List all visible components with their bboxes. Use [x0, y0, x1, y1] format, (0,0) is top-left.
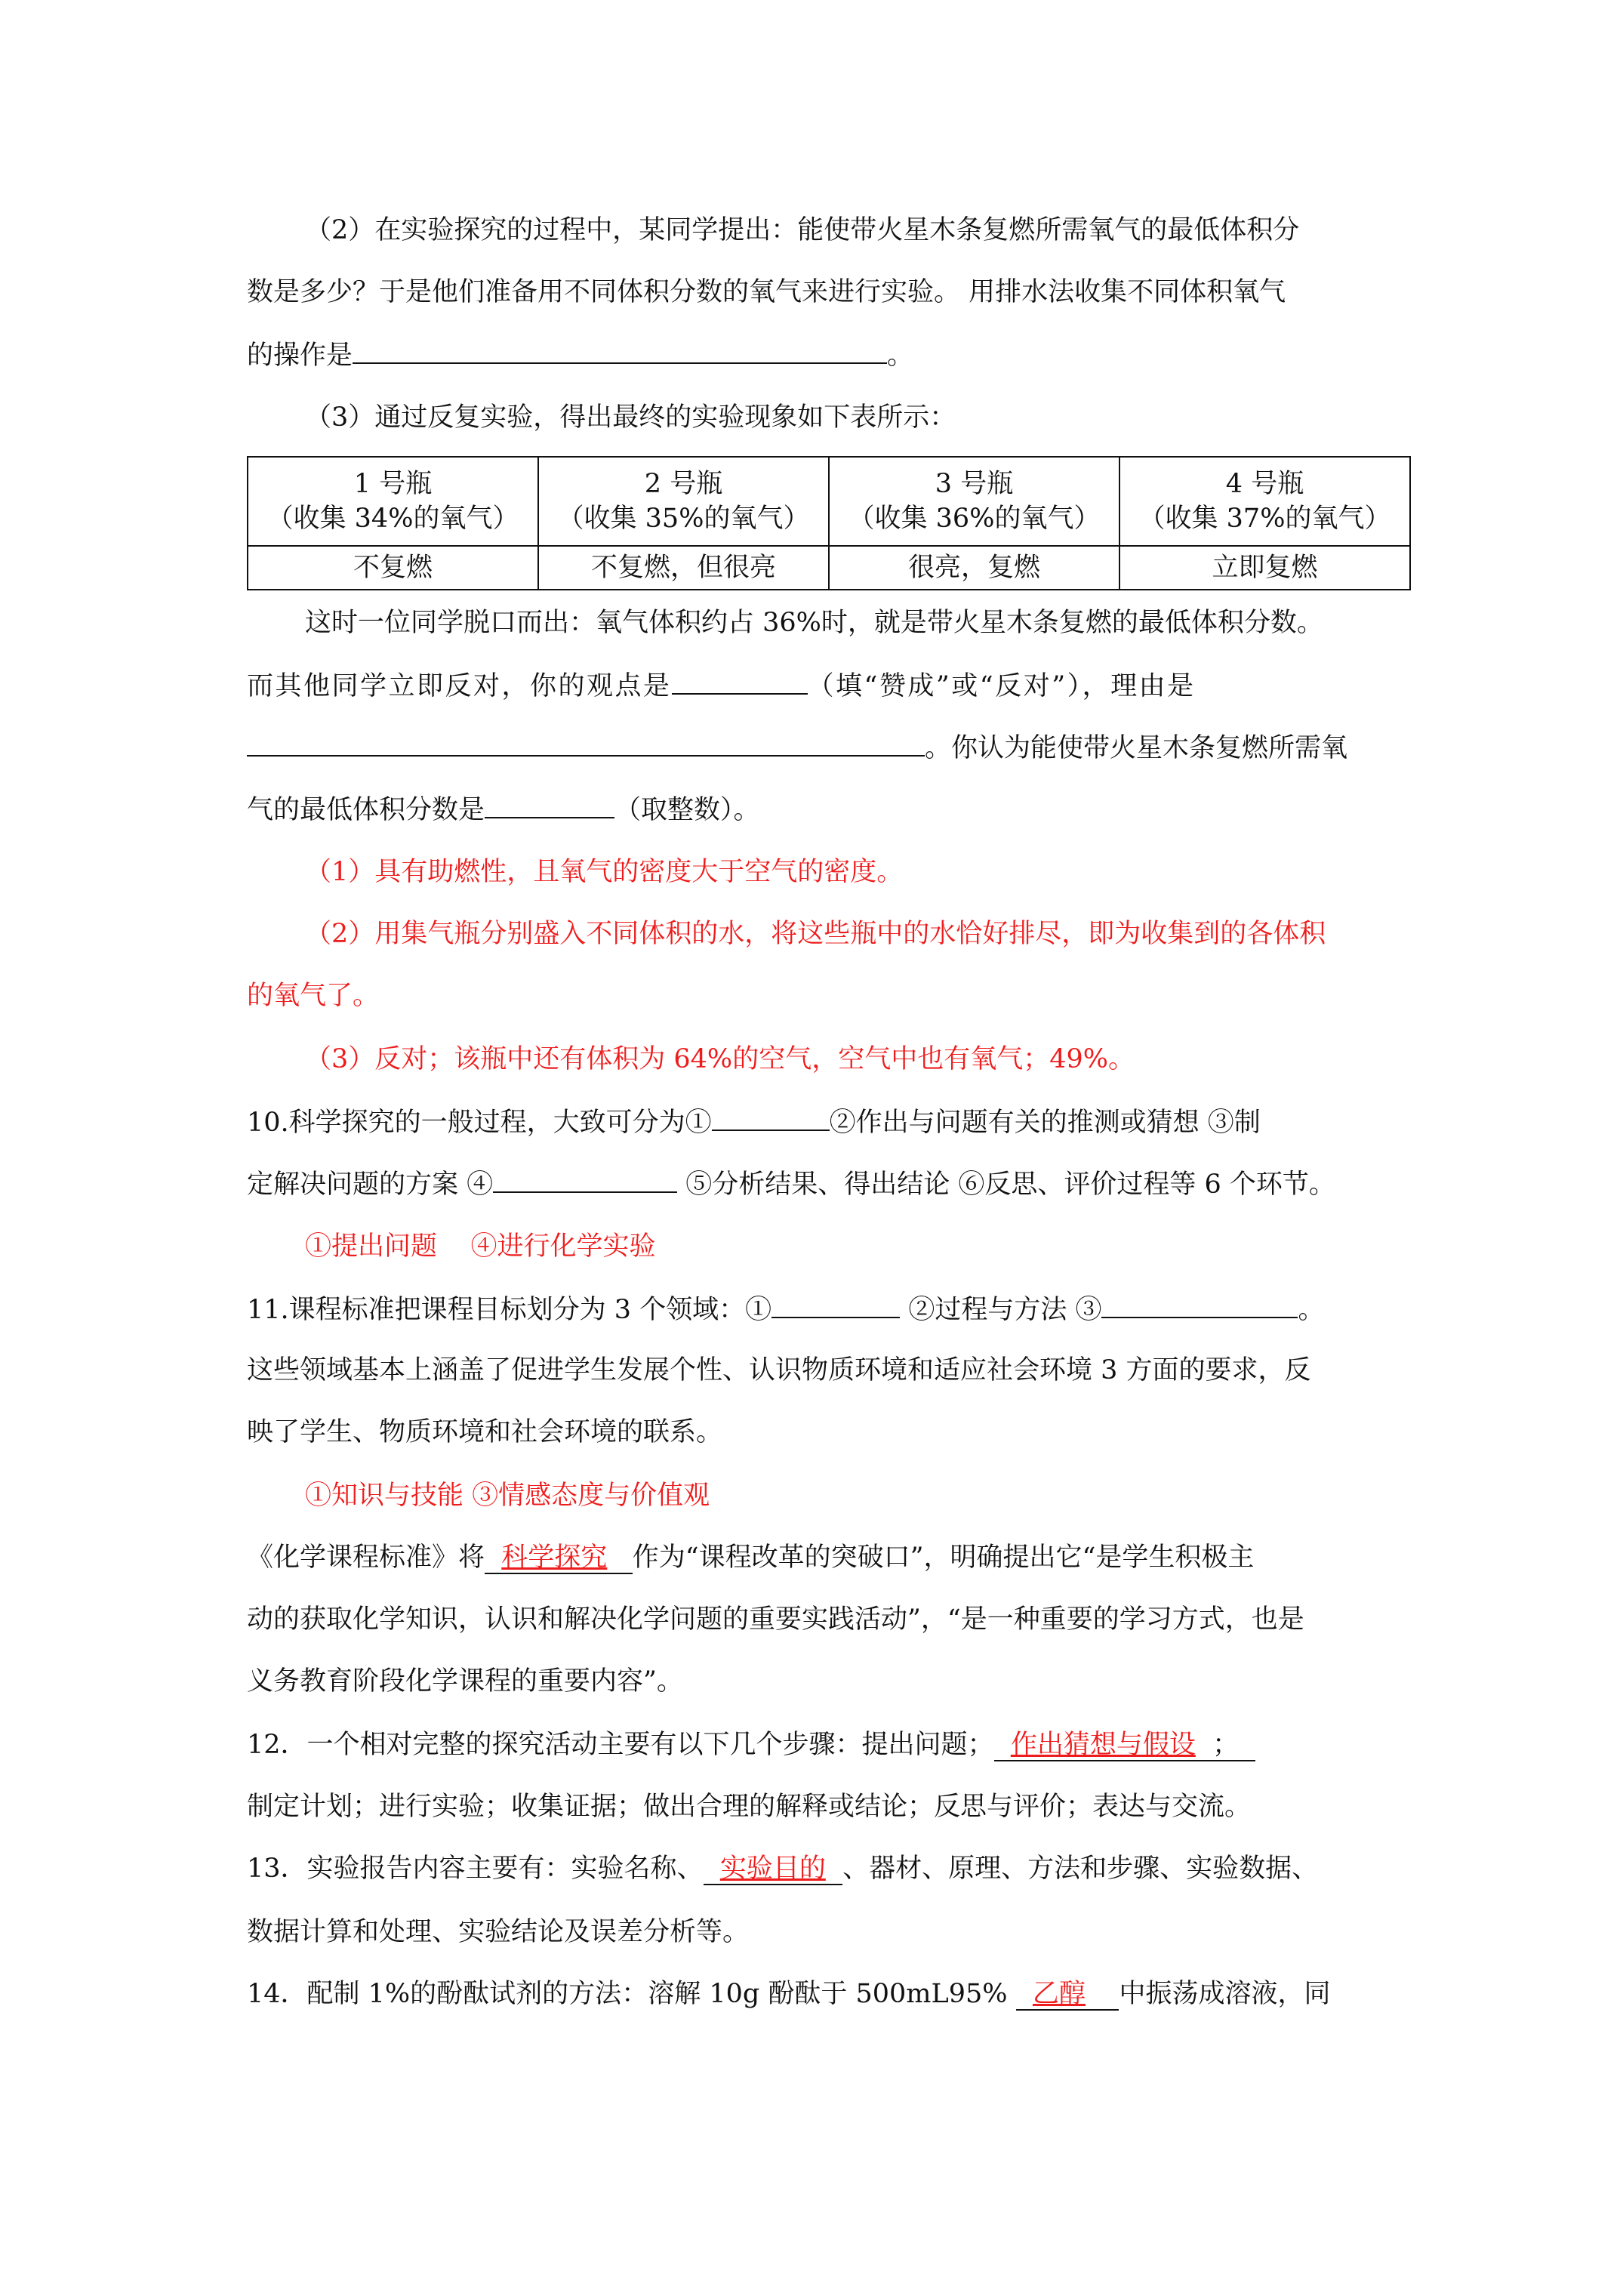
- q9-part2-line2: 数是多少？于是他们准备用不同体积分数的氧气来进行实验。 用排水法收集不同体积氧气: [247, 277, 1286, 307]
- blank-space: ；: [1195, 1730, 1256, 1760]
- q9-part2-line3: [247, 337, 913, 373]
- q14-answer-blank: [1016, 1979, 1119, 2011]
- standard-line2: 动的获取化学知识，认识和解决化学问题的重要实践活动”，“是一种重要的学习方式，也是: [247, 1604, 1304, 1635]
- blank-space: [704, 1854, 720, 1884]
- blank-space: [826, 1854, 842, 1884]
- q10-line1: [247, 1104, 1261, 1140]
- q9-part3-line3: [247, 729, 1347, 766]
- q9-answer-1: （1）具有助燃性，且氧气的密度大于空气的密度。: [305, 857, 904, 887]
- q9-part3-line4-tail: （取整数）。: [614, 795, 760, 825]
- q11-line3: 映了学生、物质环境和社会环境的联系。: [247, 1417, 723, 1447]
- q10-line2-tail: ⑤分析结果、得出结论 ⑥反思、评价过程等 6 个环节。: [677, 1170, 1335, 1200]
- q12-answer: 作出猜想与假设: [1010, 1730, 1196, 1760]
- q14-line1-text: 14．配制 1%的酚酞试剂的方法：溶解 10g 酚酞于 500mL95%: [247, 1979, 1016, 2009]
- blank-space: [607, 1542, 632, 1573]
- standard-answer-blank: [485, 1542, 633, 1574]
- bottle-label: 4 号瓶: [1225, 469, 1304, 499]
- q11-line1: [247, 1291, 1324, 1327]
- q13-answer: 实验目的: [719, 1854, 826, 1884]
- standard-answer: 科学探究: [501, 1542, 608, 1573]
- q9-part2-line1: （2）在实验探究的过程中，某同学提出：能使带火星木条复燃所需氧气的最低体积分: [305, 215, 1300, 245]
- q9-part3-line4: [247, 791, 760, 827]
- q9-part3-line2-text: 而其他同学立即反对，你的观点是: [247, 671, 672, 701]
- q9-part2-line3-end: 。: [887, 341, 914, 371]
- q13-answer-blank: [704, 1854, 843, 1885]
- fill-blank-q10-4[interactable]: [493, 1166, 677, 1193]
- table-result-bottle-2: 不复燃，但很亮: [538, 546, 829, 590]
- fill-blank-q10-1[interactable]: [712, 1104, 830, 1131]
- standard-line3: 义务教育阶段化学课程的重要内容”。: [247, 1666, 683, 1697]
- table-header-bottle-2: [538, 457, 829, 546]
- q13-line2: 数据计算和处理、实验结论及误差分析等。: [247, 1917, 750, 1947]
- blank-space: [485, 1542, 501, 1573]
- bottle-oxygen-percent: （收集 35%的氧气）: [557, 504, 810, 534]
- q13-line1-text: 13．实验报告内容主要有：实验名称、: [247, 1854, 704, 1884]
- table-result-bottle-1: 不复燃: [248, 546, 538, 590]
- q10-line2-text: 定解决问题的方案 ④: [247, 1170, 494, 1200]
- table-result-bottle-3: 很亮，复燃: [829, 546, 1119, 590]
- standard-line1-text: 《化学课程标准》将: [247, 1542, 485, 1573]
- blank-space: [994, 1730, 1011, 1760]
- q13-line1-tail: 、器材、原理、方法和步骤、实验数据、: [842, 1854, 1319, 1884]
- q10-answer: ①提出问题 ④进行化学实验: [305, 1231, 656, 1262]
- blank-space: [1086, 1979, 1119, 2009]
- q10-line2: [247, 1166, 1335, 1202]
- q9-part3-line3-text: 。你认为能使带火星木条复燃所需氧: [925, 733, 1348, 763]
- fill-blank-opinion[interactable]: [672, 667, 808, 695]
- standard-line1-tail: 作为“课程改革的突破口”，明确提出它“是学生积极主: [632, 1542, 1255, 1573]
- q9-part3-line2-tail: （填“赞成”或“反对”），理由是: [807, 671, 1196, 701]
- q9-part3-line1: 这时一位同学脱口而出：氧气体积约占 36%时，就是带火星木条复燃的最低体积分数。: [305, 608, 1323, 638]
- q9-answer-2-line2: 的氧气了。: [247, 981, 380, 1011]
- bottle-oxygen-percent: （收集 34%的氧气）: [266, 504, 519, 534]
- table-result-bottle-4: 立即复燃: [1119, 546, 1410, 590]
- q9-part3-intro: （3）通过反复实验，得出最终的实验现象如下表所示：: [305, 402, 956, 433]
- fill-blank-reason[interactable]: [247, 729, 925, 757]
- q14-answer: 乙醇: [1032, 1979, 1086, 2009]
- q10-line1-text: 10.科学探究的一般过程，大致可分为①: [247, 1108, 712, 1138]
- q11-line1-end: 。: [1298, 1295, 1325, 1325]
- q11-line1-mid: ②过程与方法 ③: [900, 1295, 1102, 1325]
- q9-answer-3: （3）反对；该瓶中还有体积为 64%的空气，空气中也有氧气；49%。: [305, 1044, 1135, 1074]
- q11-line2: 这些领域基本上涵盖了促进学生发展个性、认识物质环境和适应社会环境 3 方面的要求，反: [247, 1355, 1311, 1385]
- standard-line1: [247, 1540, 1254, 1575]
- q9-part3-line4-text: 气的最低体积分数是: [247, 795, 485, 825]
- q12-line1: [247, 1727, 1255, 1762]
- fill-blank-q11-1[interactable]: [771, 1291, 900, 1318]
- q14-line1: [247, 1977, 1330, 2011]
- q13-line1: [247, 1851, 1318, 1886]
- bottle-label: 2 号瓶: [644, 469, 723, 499]
- table-header-bottle-1: [248, 457, 538, 546]
- q9-part2-line3-text: 的操作是: [247, 341, 353, 371]
- q11-answer: ①知识与技能 ③情感态度与价值观: [305, 1481, 710, 1511]
- q10-line1-tail: ②作出与问题有关的推测或猜想 ③制: [829, 1108, 1261, 1138]
- blank-space: [1016, 1979, 1033, 2009]
- q9-answer-2-line1: （2）用集气瓶分别盛入不同体积的水，将这些瓶中的水恰好排尽，即为收集到的各体积: [305, 919, 1326, 949]
- q12-answer-blank: [994, 1730, 1256, 1761]
- q12-line2: 制定计划；进行实验；收集证据；做出合理的解释或结论；反思与评价；表达与交流。: [247, 1792, 1252, 1822]
- q14-line1-tail: 中振荡成溶液，同: [1119, 1979, 1331, 2009]
- q11-line1-text: 11.课程标准把课程目标划分为 3 个领域：①: [247, 1295, 772, 1325]
- fill-blank-min-fraction[interactable]: [485, 791, 614, 818]
- bottle-oxygen-percent: （收集 36%的氧气）: [848, 504, 1101, 534]
- table-header-bottle-4: [1119, 457, 1410, 546]
- bottle-label: 1 号瓶: [353, 469, 433, 499]
- fill-blank-q11-3[interactable]: [1101, 1291, 1298, 1318]
- bottle-oxygen-percent: （收集 37%的氧气）: [1138, 504, 1391, 534]
- bottle-label: 3 号瓶: [935, 469, 1014, 499]
- q9-part3-line2: [247, 667, 1196, 704]
- fill-blank-collect-method[interactable]: [353, 337, 887, 364]
- experiment-results-table: [247, 456, 1411, 590]
- table-header-bottle-3: [829, 457, 1119, 546]
- q12-line1-text: 12．一个相对完整的探究活动主要有以下几个步骤：提出问题；: [247, 1730, 994, 1760]
